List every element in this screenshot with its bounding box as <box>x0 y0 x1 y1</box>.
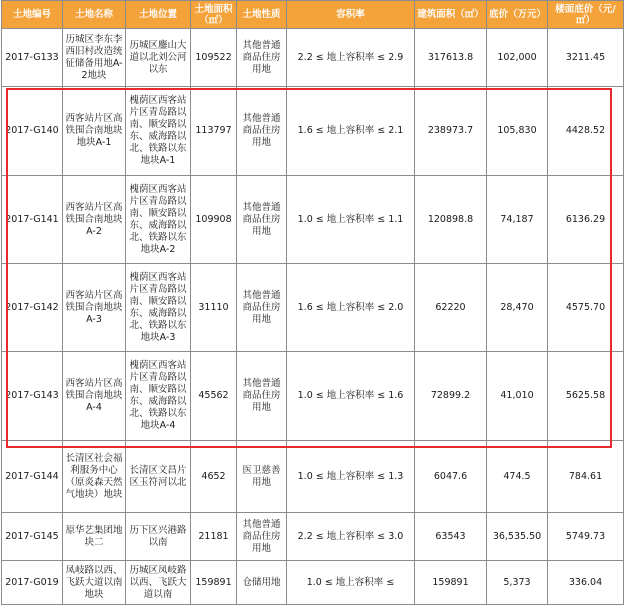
cell-area: 4652 <box>191 441 237 513</box>
cell-price: 74,187 <box>487 176 548 264</box>
cell-area: 113797 <box>191 87 237 176</box>
cell-unit-price: 4428.52 <box>548 87 624 176</box>
cell-location: 槐荫区西客站片区青岛路以南、顺安路以东、威海路以北、铁路以东地块A-3 <box>126 264 191 352</box>
cell-price: 5,373 <box>487 561 548 605</box>
cell-type: 仓储用地 <box>237 561 287 605</box>
cell-name: 西客站片区高铁围合南地块A-3 <box>63 264 126 352</box>
cell-name: 原华艺集团地块二 <box>63 513 126 561</box>
cell-price: 102,000 <box>487 29 548 87</box>
cell-ratio: 1.6 ≤ 地上容积率 ≤ 2.0 <box>287 264 415 352</box>
cell-code: 2017-G141 <box>2 176 63 264</box>
cell-code: 2017-G143 <box>2 352 63 441</box>
cell-build-area: 120898.8 <box>415 176 487 264</box>
cell-ratio: 1.0 ≤ 地上容积率 ≤ 1.1 <box>287 176 415 264</box>
col-header-unit-price: 楼面底价（元/㎡） <box>548 1 624 29</box>
col-header-price: 底价（万元） <box>487 1 548 29</box>
cell-location: 历城区凤岐路以西、飞跃大道以南 <box>126 561 191 605</box>
cell-name: 历城区李东李西旧村改造统征储备用地A-2地块 <box>63 29 126 87</box>
table-row <box>2 513 624 561</box>
col-header-area: 土地面积（㎡） <box>191 1 237 29</box>
col-header-name: 土地名称 <box>63 1 126 29</box>
cell-price: 41,010 <box>487 352 548 441</box>
cell-code: 2017-G140 <box>2 87 63 176</box>
cell-name: 西客站片区高铁围合南地块A-2 <box>63 176 126 264</box>
cell-price: 28,470 <box>487 264 548 352</box>
cell-area: 21181 <box>191 513 237 561</box>
cell-type: 其他普通商品住房用地 <box>237 87 287 176</box>
cell-ratio: 1.0 ≤ 地上容积率 ≤ 1.3 <box>287 441 415 513</box>
cell-area: 45562 <box>191 352 237 441</box>
cell-build-area: 238973.7 <box>415 87 487 176</box>
col-header-code: 土地编号 <box>2 1 63 29</box>
cell-location: 槐荫区西客站片区青岛路以南、顺安路以东、威海路以北、铁路以东地块A-4 <box>126 352 191 441</box>
cell-unit-price: 3211.45 <box>548 29 624 87</box>
cell-build-area: 72899.2 <box>415 352 487 441</box>
cell-name: 西客站片区高铁围合南地块A-4 <box>63 352 126 441</box>
cell-price: 474.5 <box>487 441 548 513</box>
table-row <box>2 264 624 352</box>
cell-type: 其他普通商品住房用地 <box>237 352 287 441</box>
cell-ratio: 1.0 ≤ 地上容积率 ≤ <box>287 561 415 605</box>
cell-build-area: 317613.8 <box>415 29 487 87</box>
cell-location: 长清区文昌片区玉符河以北 <box>126 441 191 513</box>
cell-unit-price: 4575.70 <box>548 264 624 352</box>
cell-location: 槐荫区西客站片区青岛路以南、顺安路以东、威海路以北、铁路以东地块A-2 <box>126 176 191 264</box>
cell-ratio: 1.6 ≤ 地上容积率 ≤ 2.1 <box>287 87 415 176</box>
cell-build-area: 63543 <box>415 513 487 561</box>
cell-location: 槐荫区西客站片区青岛路以南、顺安路以东、威海路以北、铁路以东地块A-1 <box>126 87 191 176</box>
cell-area: 31110 <box>191 264 237 352</box>
cell-name: 长清区社会福利服务中心（原炎森天然气地块）地块 <box>63 441 126 513</box>
cell-name: 凤岐路以西、飞跃大道以南地块 <box>63 561 126 605</box>
cell-build-area: 159891 <box>415 561 487 605</box>
col-header-location: 土地位置 <box>126 1 191 29</box>
cell-location: 历下区兴港路以南 <box>126 513 191 561</box>
cell-code: 2017-G019 <box>2 561 63 605</box>
cell-type: 其他普通商品住房用地 <box>237 29 287 87</box>
cell-price: 105,830 <box>487 87 548 176</box>
cell-code: 2017-G144 <box>2 441 63 513</box>
col-header-ratio: 容积率 <box>287 1 415 29</box>
cell-ratio: 1.0 ≤ 地上容积率 ≤ 1.6 <box>287 352 415 441</box>
table-row <box>2 561 624 605</box>
cell-code: 2017-G145 <box>2 513 63 561</box>
land-auction-table <box>1 0 624 605</box>
land-auction-table-container <box>1 0 623 605</box>
cell-area: 109522 <box>191 29 237 87</box>
cell-area: 109908 <box>191 176 237 264</box>
cell-ratio: 2.2 ≤ 地上容积率 ≤ 2.9 <box>287 29 415 87</box>
cell-type: 其他普通商品住房用地 <box>237 513 287 561</box>
table-row <box>2 176 624 264</box>
cell-build-area: 62220 <box>415 264 487 352</box>
cell-type: 医卫慈善用地 <box>237 441 287 513</box>
col-header-build-area: 建筑面积（㎡） <box>415 1 487 29</box>
cell-code: 2017-G133 <box>2 29 63 87</box>
cell-code: 2017-G142 <box>2 264 63 352</box>
cell-ratio: 2.2 ≤ 地上容积率 ≤ 3.0 <box>287 513 415 561</box>
cell-price: 36,535.50 <box>487 513 548 561</box>
cell-type: 其他普通商品住房用地 <box>237 176 287 264</box>
cell-unit-price: 5749.73 <box>548 513 624 561</box>
cell-area: 159891 <box>191 561 237 605</box>
table-row <box>2 29 624 87</box>
cell-location: 历城区鏖山大道以北刘公河以东 <box>126 29 191 87</box>
col-header-type: 土地性质 <box>237 1 287 29</box>
cell-unit-price: 784.61 <box>548 441 624 513</box>
cell-name: 西客站片区高铁围合南地块地块A-1 <box>63 87 126 176</box>
cell-type: 其他普通商品住房用地 <box>237 264 287 352</box>
cell-unit-price: 336.04 <box>548 561 624 605</box>
table-row <box>2 352 624 441</box>
header-row <box>2 1 624 29</box>
table-row <box>2 87 624 176</box>
cell-build-area: 6047.6 <box>415 441 487 513</box>
table-row <box>2 441 624 513</box>
cell-unit-price: 6136.29 <box>548 176 624 264</box>
cell-unit-price: 5625.58 <box>548 352 624 441</box>
